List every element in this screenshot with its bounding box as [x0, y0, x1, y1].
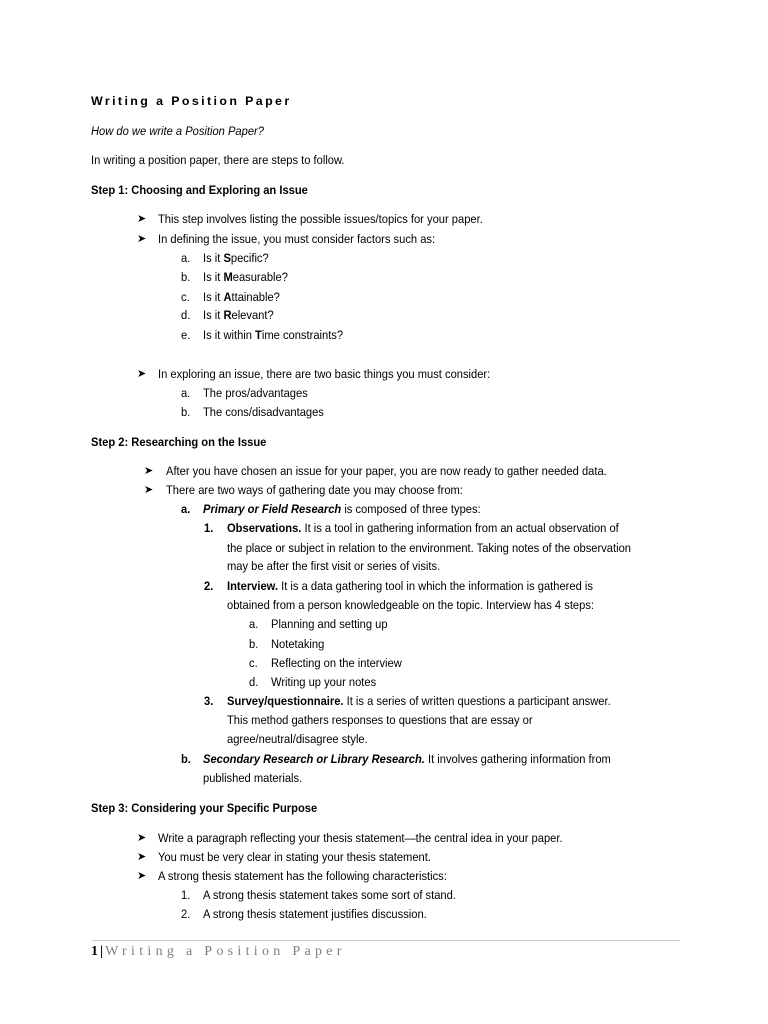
- list-marker: a.: [181, 251, 191, 265]
- survey-item: Survey/questionnaire. It is a series of written questions a participant answer.: [227, 694, 611, 708]
- footer-title: Writing a Position Paper: [105, 944, 346, 959]
- interview-item: Interview. It is a data gathering tool in which the information is gathered is: [227, 579, 593, 593]
- list-item: The pros/advantages: [203, 386, 308, 400]
- list-marker: a.: [181, 502, 191, 516]
- list-item: Notetaking: [271, 637, 325, 651]
- list-item: Is it Relevant?: [203, 308, 274, 322]
- list-item: Is it Measurable?: [203, 270, 288, 284]
- secondary-research-item: Secondary Research or Library Research. It involves gathering information from: [203, 752, 611, 766]
- footer-separator: |: [100, 944, 104, 959]
- arrow-bullet-icon: ➤: [137, 832, 147, 844]
- list-item: Planning and setting up: [271, 617, 388, 631]
- secondary-research-text: published materials.: [203, 771, 303, 785]
- primary-research-item: Primary or Field Research is composed of three types:: [203, 502, 481, 516]
- survey-text: This method gathers responses to questions that are essay or: [227, 713, 533, 727]
- list-marker: c.: [181, 290, 190, 304]
- arrow-bullet-icon: ➤: [144, 484, 154, 496]
- list-marker: d.: [249, 675, 259, 689]
- observations-item: Observations. It is a tool in gathering information from an actual observation of: [227, 521, 619, 535]
- step1-bullet: In defining the issue, you must consider factors such as:: [158, 232, 436, 246]
- guiding-question: How do we write a Position Paper?: [91, 124, 264, 138]
- arrow-bullet-icon: ➤: [137, 368, 147, 380]
- arrow-bullet-icon: ➤: [144, 465, 154, 477]
- list-marker: 1.: [181, 888, 191, 902]
- observations-text: the place or subject in relation to the environment. Taking notes of the observation: [227, 541, 631, 555]
- step2-bullet: After you have chosen an issue for your paper, you are now ready to gather needed data.: [166, 464, 607, 478]
- step3-bullet: A strong thesis statement has the following characteristics:: [158, 869, 447, 883]
- footer-divider: [92, 940, 680, 941]
- step2-heading: Step 2: Researching on the Issue: [91, 435, 267, 449]
- page-number: 1: [91, 944, 98, 959]
- list-item: Writing up your notes: [271, 675, 377, 689]
- list-item: The cons/disadvantages: [203, 405, 324, 419]
- step3-bullet: You must be very clear in stating your thesis statement.: [158, 850, 431, 864]
- arrow-bullet-icon: ➤: [137, 233, 147, 245]
- list-item: Reflecting on the interview: [271, 656, 402, 670]
- list-marker: b.: [249, 637, 259, 651]
- interview-text: obtained from a person knowledgeable on the topic. Interview has 4 steps:: [227, 598, 595, 612]
- step2-bullet: There are two ways of gathering date you may choose from:: [166, 483, 463, 497]
- step1-bullet: In exploring an issue, there are two basic things you must consider:: [158, 367, 491, 381]
- list-marker: 2.: [181, 907, 191, 921]
- list-marker: c.: [249, 656, 258, 670]
- intro-paragraph: In writing a position paper, there are steps to follow.: [91, 153, 345, 167]
- arrow-bullet-icon: ➤: [137, 851, 147, 863]
- list-marker: 3.: [204, 694, 214, 708]
- list-item: Is it Attainable?: [203, 290, 280, 304]
- list-marker: d.: [181, 308, 191, 322]
- list-marker: b.: [181, 270, 191, 284]
- observations-text: may be after the first visit or series of visits.: [227, 559, 441, 573]
- step1-bullet: This step involves listing the possible issues/topics for your paper.: [158, 212, 483, 226]
- list-item: A strong thesis statement justifies discussion.: [203, 907, 427, 921]
- list-marker: a.: [181, 386, 191, 400]
- list-marker: e.: [181, 328, 191, 342]
- page-footer: [91, 943, 346, 961]
- list-marker: b.: [181, 752, 191, 766]
- list-item: Is it within Time constraints?: [203, 328, 344, 342]
- list-marker: 1.: [204, 521, 214, 535]
- document-title: Writing a Position Paper: [91, 94, 292, 108]
- list-item: A strong thesis statement takes some sort of stand.: [203, 888, 456, 902]
- arrow-bullet-icon: ➤: [137, 870, 147, 882]
- list-item: Is it Specific?: [203, 251, 269, 265]
- survey-text: agree/neutral/disagree style.: [227, 732, 368, 746]
- list-marker: 2.: [204, 579, 214, 593]
- list-marker: b.: [181, 405, 191, 419]
- step3-bullet: Write a paragraph reflecting your thesis statement—the central idea in your paper.: [158, 831, 563, 845]
- step3-heading: Step 3: Considering your Specific Purpose: [91, 801, 318, 815]
- arrow-bullet-icon: ➤: [137, 213, 147, 225]
- step1-heading: Step 1: Choosing and Exploring an Issue: [91, 183, 308, 197]
- list-marker: a.: [249, 617, 259, 631]
